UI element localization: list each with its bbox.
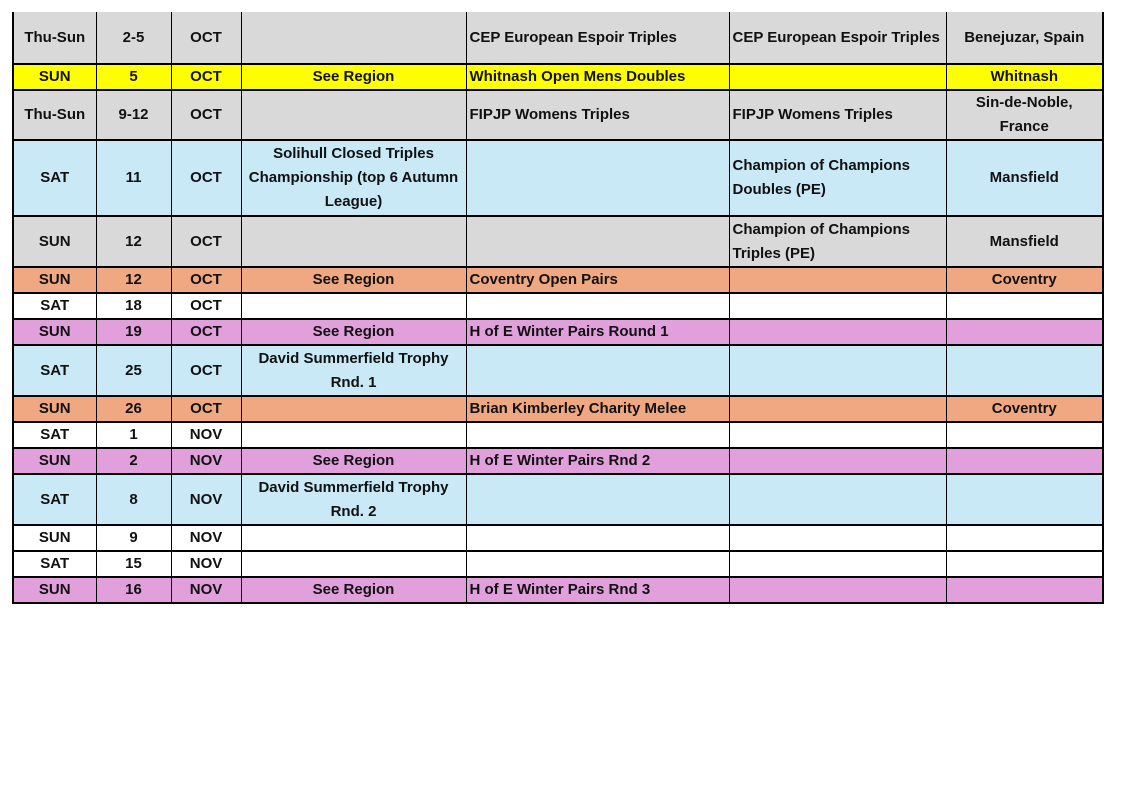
table-row <box>13 90 1103 140</box>
month-cell: OCT <box>171 396 241 422</box>
county-event-cell: See Region <box>241 267 466 293</box>
table-row <box>13 448 1103 474</box>
national-event-cell <box>729 64 946 90</box>
day-cell: SUN <box>13 396 96 422</box>
county-event-cell <box>241 12 466 64</box>
date-cell: 25 <box>96 345 171 396</box>
date-cell: 19 <box>96 319 171 345</box>
national-event-cell: FIPJP Womens Triples <box>729 90 946 140</box>
venue-cell <box>946 345 1103 396</box>
date-cell: 15 <box>96 551 171 577</box>
month-cell: NOV <box>171 474 241 525</box>
table-row <box>13 293 1103 319</box>
month-cell: OCT <box>171 12 241 64</box>
national-event-cell <box>729 319 946 345</box>
venue-cell <box>946 319 1103 345</box>
region-event-cell <box>466 345 729 396</box>
national-event-cell <box>729 474 946 525</box>
fixtures-table <box>12 12 1104 604</box>
region-event-cell <box>466 474 729 525</box>
month-cell: NOV <box>171 577 241 603</box>
region-event-cell: Coventry Open Pairs <box>466 267 729 293</box>
day-cell: SUN <box>13 577 96 603</box>
county-event-cell: See Region <box>241 319 466 345</box>
day-cell: SAT <box>13 345 96 396</box>
date-cell: 12 <box>96 267 171 293</box>
venue-cell: Sin-de-Noble, France <box>946 90 1103 140</box>
county-event-cell <box>241 525 466 551</box>
table-row <box>13 216 1103 267</box>
region-event-cell <box>466 422 729 448</box>
county-event-cell <box>241 396 466 422</box>
table-row <box>13 474 1103 525</box>
venue-cell <box>946 448 1103 474</box>
date-cell: 2 <box>96 448 171 474</box>
county-event-cell: David Summerfield Trophy Rnd. 2 <box>241 474 466 525</box>
day-cell: SUN <box>13 64 96 90</box>
region-event-cell: CEP European Espoir Triples <box>466 12 729 64</box>
venue-cell: Mansfield <box>946 216 1103 267</box>
day-cell: Thu-Sun <box>13 12 96 64</box>
table-row <box>13 345 1103 396</box>
date-cell: 8 <box>96 474 171 525</box>
national-event-cell <box>729 345 946 396</box>
month-cell: OCT <box>171 90 241 140</box>
day-cell: SUN <box>13 525 96 551</box>
region-event-cell <box>466 216 729 267</box>
month-cell: NOV <box>171 551 241 577</box>
national-event-cell <box>729 267 946 293</box>
county-event-cell: See Region <box>241 64 466 90</box>
venue-cell: Coventry <box>946 396 1103 422</box>
region-event-cell: H of E Winter Pairs Rnd 2 <box>466 448 729 474</box>
month-cell: OCT <box>171 267 241 293</box>
national-event-cell <box>729 448 946 474</box>
venue-cell <box>946 422 1103 448</box>
month-cell: OCT <box>171 345 241 396</box>
region-event-cell <box>466 293 729 319</box>
county-event-cell: Solihull Closed Triples Championship (top 6 Autumn League) <box>241 140 466 216</box>
region-event-cell <box>466 525 729 551</box>
venue-cell: Benejuzar, Spain <box>946 12 1103 64</box>
region-event-cell: FIPJP Womens Triples <box>466 90 729 140</box>
venue-cell <box>946 474 1103 525</box>
table-row <box>13 422 1103 448</box>
region-event-cell <box>466 551 729 577</box>
day-cell: Thu-Sun <box>13 90 96 140</box>
month-cell: OCT <box>171 293 241 319</box>
table-row <box>13 319 1103 345</box>
date-cell: 18 <box>96 293 171 319</box>
table-row <box>13 140 1103 216</box>
region-event-cell: H of E Winter Pairs Round 1 <box>466 319 729 345</box>
day-cell: SAT <box>13 551 96 577</box>
region-event-cell: H of E Winter Pairs Rnd 3 <box>466 577 729 603</box>
date-cell: 12 <box>96 216 171 267</box>
date-cell: 2-5 <box>96 12 171 64</box>
month-cell: OCT <box>171 140 241 216</box>
month-cell: OCT <box>171 319 241 345</box>
county-event-cell <box>241 551 466 577</box>
month-cell: OCT <box>171 216 241 267</box>
date-cell: 9 <box>96 525 171 551</box>
county-event-cell: See Region <box>241 577 466 603</box>
day-cell: SUN <box>13 319 96 345</box>
national-event-cell <box>729 577 946 603</box>
national-event-cell: Champion of Champions Doubles (PE) <box>729 140 946 216</box>
county-event-cell <box>241 216 466 267</box>
day-cell: SAT <box>13 293 96 319</box>
date-cell: 26 <box>96 396 171 422</box>
table-row <box>13 396 1103 422</box>
region-event-cell: Brian Kimberley Charity Melee <box>466 396 729 422</box>
date-cell: 5 <box>96 64 171 90</box>
region-event-cell: Whitnash Open Mens Doubles <box>466 64 729 90</box>
day-cell: SAT <box>13 474 96 525</box>
date-cell: 1 <box>96 422 171 448</box>
day-cell: SUN <box>13 448 96 474</box>
national-event-cell <box>729 396 946 422</box>
venue-cell: Whitnash <box>946 64 1103 90</box>
county-event-cell: David Summerfield Trophy Rnd. 1 <box>241 345 466 396</box>
county-event-cell <box>241 422 466 448</box>
day-cell: SUN <box>13 267 96 293</box>
national-event-cell <box>729 551 946 577</box>
date-cell: 11 <box>96 140 171 216</box>
table-row <box>13 577 1103 603</box>
national-event-cell <box>729 525 946 551</box>
venue-cell: Mansfield <box>946 140 1103 216</box>
county-event-cell: See Region <box>241 448 466 474</box>
county-event-cell <box>241 293 466 319</box>
day-cell: SAT <box>13 140 96 216</box>
day-cell: SUN <box>13 216 96 267</box>
national-event-cell <box>729 293 946 319</box>
month-cell: NOV <box>171 448 241 474</box>
date-cell: 9-12 <box>96 90 171 140</box>
month-cell: NOV <box>171 525 241 551</box>
table-row <box>13 267 1103 293</box>
venue-cell <box>946 551 1103 577</box>
national-event-cell: CEP European Espoir Triples <box>729 12 946 64</box>
venue-cell <box>946 577 1103 603</box>
day-cell: SAT <box>13 422 96 448</box>
table-row <box>13 12 1103 64</box>
county-event-cell <box>241 90 466 140</box>
venue-cell: Coventry <box>946 267 1103 293</box>
month-cell: NOV <box>171 422 241 448</box>
national-event-cell <box>729 422 946 448</box>
venue-cell <box>946 293 1103 319</box>
region-event-cell <box>466 140 729 216</box>
table-row <box>13 64 1103 90</box>
venue-cell <box>946 525 1103 551</box>
table-row <box>13 525 1103 551</box>
date-cell: 16 <box>96 577 171 603</box>
table-row <box>13 551 1103 577</box>
month-cell: OCT <box>171 64 241 90</box>
national-event-cell: Champion of Champions Triples (PE) <box>729 216 946 267</box>
